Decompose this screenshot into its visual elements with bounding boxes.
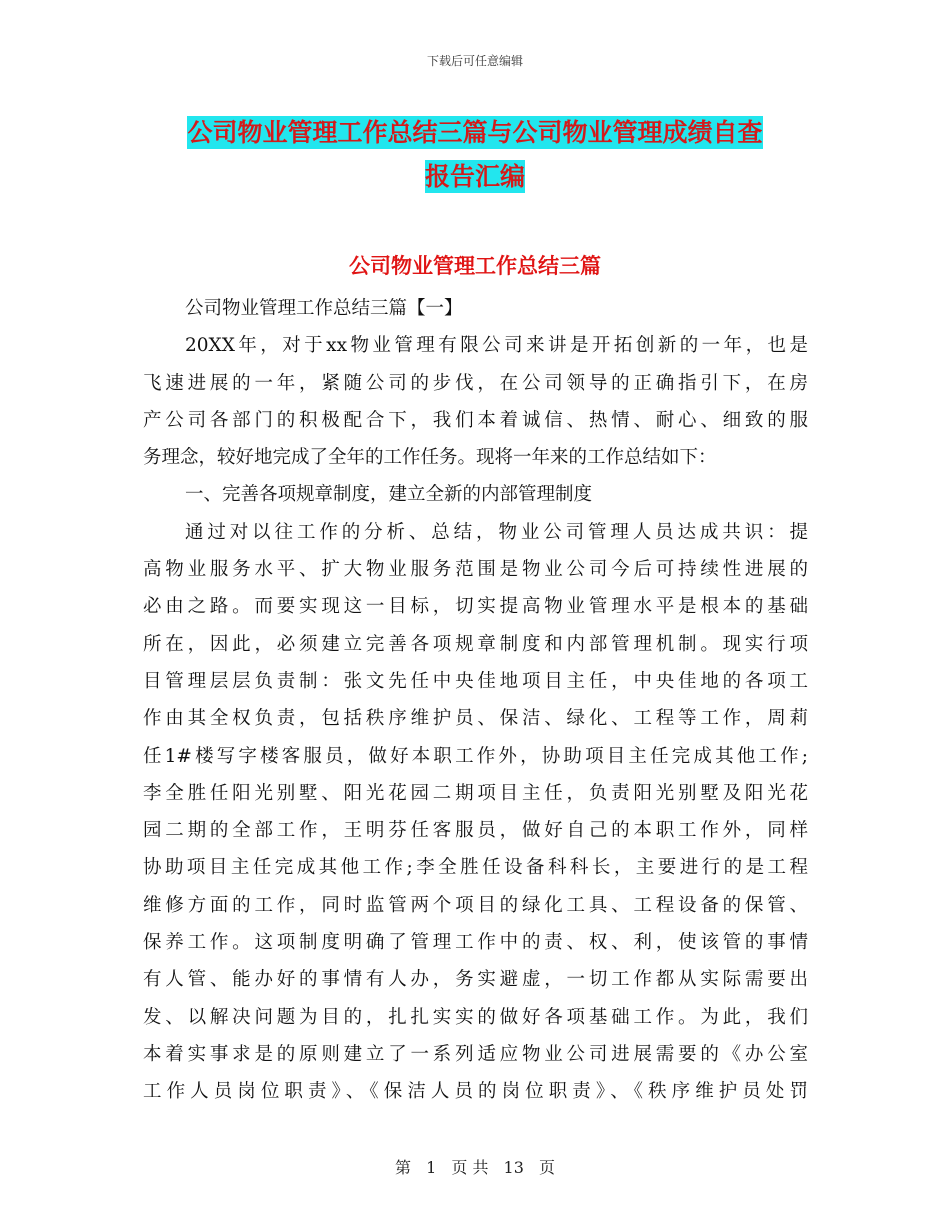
- paragraph-line: 通过对以往工作的分析、总结，物业公司管理人员达成共识：提: [185, 521, 808, 543]
- paragraph-line: 高物业服务水平、扩大物业服务范围是物业公司今后可持续性进展的: [143, 559, 808, 581]
- subheading: 一、完善各项规章制度，建立全新的内部管理制度: [185, 484, 593, 506]
- paragraph-line: 飞速进展的一年，紧随公司的步伐，在公司领导的正确指引下，在房: [143, 372, 808, 394]
- paragraph-line: 所在，因此，必须建立完善各项规章制度和内部管理机制。现实行项: [143, 633, 808, 655]
- paragraph-line: 产公司各部门的积极配合下，我们本着诚信、热情、耐心、细致的服: [143, 409, 808, 431]
- paragraph-line: 维修方面的工作，同时监管两个项目的绿化工具、工程设备的保管、: [143, 894, 808, 916]
- document-title-text-2: 报告汇编: [424, 162, 525, 191]
- footer-suffix: 页: [539, 1158, 556, 1177]
- paragraph-line: 本着实事求是的原则建立了一系列适应物业公司进展需要的《办公室: [143, 1043, 808, 1065]
- subheading: 公司物业管理工作总结三篇【一】: [185, 298, 463, 319]
- paragraph-line: 务理念，较好地完成了全年的工作任务。现将一年来的工作总结如下：: [143, 447, 717, 469]
- paragraph-line: 作由其全权负责，包括秩序维护员、保洁、绿化、工程等工作，周莉: [143, 708, 808, 730]
- paragraph-line: 工作人员岗位职责》、《保洁人员的岗位职责》、《秩序维护员处罚: [143, 1081, 808, 1103]
- body-text: [143, 290, 808, 1111]
- paragraph-line: 任1#楼写字楼客服员，做好本职工作外，协助项目主任完成其他工作;: [143, 745, 808, 767]
- document-title-line-2: [0, 157, 950, 193]
- paragraph-line: 有人管、能办好的事情有人办，务实避虚，一切工作都从实际需要出: [143, 969, 808, 991]
- footer-prefix: 第: [394, 1158, 411, 1177]
- document-title-text-1: 公司物业管理工作总结三篇与公司物业管理成绩自查: [187, 118, 763, 147]
- total-pages: 13: [503, 1158, 524, 1177]
- page-number: 1: [426, 1158, 437, 1177]
- paragraph-line: 发、以解决问题为目的，扎扎实实的做好各项基础工作。为此，我们: [143, 1006, 808, 1028]
- paragraph-line: 协助项目主任完成其他工作;李全胜任设备科科长，主要进行的是工程: [143, 857, 808, 879]
- page-footer: [0, 1155, 950, 1178]
- paragraph-line: 园二期的全部工作，王明芬任客服员，做好自己的本职工作外，同样: [143, 820, 808, 842]
- footer-mid: 页 共: [451, 1158, 489, 1177]
- paragraph-line: 20XX年，对于xx物业管理有限公司来讲是开拓创新的一年，也是: [185, 335, 808, 357]
- paragraph-line: 目管理层层负责制：张文先任中央佳地项目主任，中央佳地的各项工: [143, 670, 808, 692]
- header-note: 下载后可任意编辑: [426, 54, 523, 68]
- paragraph-line: 必由之路。而要实现这一目标，切实提高物业管理水平是根本的基础: [143, 596, 808, 618]
- paragraph-line: 保养工作。这项制度明确了管理工作中的责、权、利，使该管的事情: [143, 932, 808, 954]
- section-title: 公司物业管理工作总结三篇: [349, 254, 601, 278]
- paragraph-line: 李全胜任阳光别墅、阳光花园二期项目主任，负责阳光别墅及阳光花: [143, 782, 808, 804]
- document-title-line-1: [0, 113, 950, 149]
